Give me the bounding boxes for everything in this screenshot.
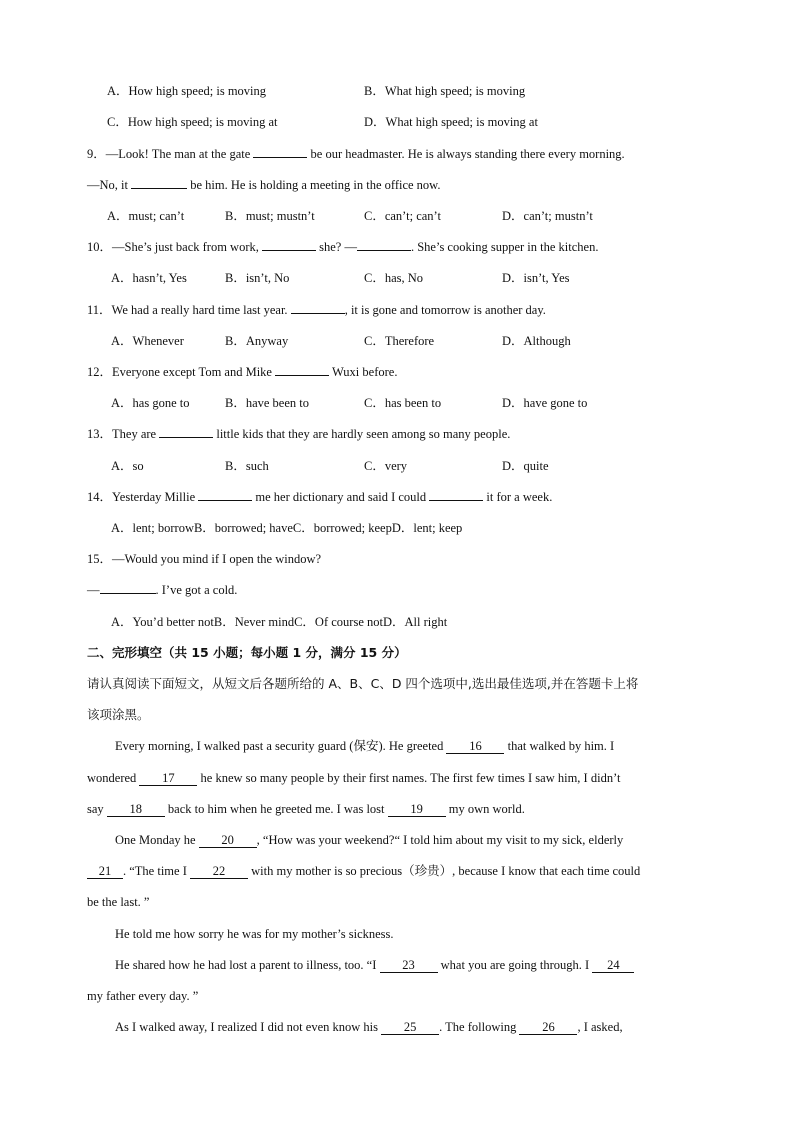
question-9-option-a: A．must; can’t — [107, 209, 185, 223]
prev-option-b: B．What high speed; is moving — [364, 84, 526, 98]
cloze-blank-22: 22 — [190, 864, 248, 879]
question-11-option-a: A．Whenever — [111, 334, 184, 348]
passage-paragraph-4-line-2: my father every day. ” — [87, 989, 199, 1003]
cloze-blank-20: 20 — [199, 833, 257, 848]
passage-paragraph-2-line-2: 21 . “The time I 22 with my mother is so precious（珍贵）, because I know that each time could — [87, 862, 640, 880]
question-10-stem: 10．—She’s just back from work, she? — . She’s cooking supper in the kitchen. — [87, 240, 599, 254]
passage-paragraph-2-line-3: be the last. ” — [87, 895, 150, 909]
prev-option-a: A．How high speed; is moving — [107, 84, 267, 98]
answer-blank — [253, 145, 307, 158]
answer-blank — [262, 238, 316, 251]
passage-paragraph-1-line-3: say 18 back to him when he greeted me. I was lost 19 my own world. — [87, 802, 525, 816]
prev-option-d: D．What high speed; is moving at — [364, 115, 538, 129]
cloze-blank-19: 19 — [388, 802, 446, 817]
answer-blank — [159, 425, 213, 438]
question-11-option-d: D．Although — [502, 334, 571, 348]
section-2-instruction: 请认真阅读下面短文，从短文后各题所给的 A、B、C、D 四个选项中,选出最佳选项,并在答题卡上将 — [87, 676, 639, 691]
question-9-option-c: C．can’t; can’t — [364, 209, 441, 223]
cloze-blank-17: 17 — [139, 771, 197, 786]
prev-option-c: C．How high speed; is moving at — [107, 115, 278, 129]
passage-paragraph-2-line-1: One Monday he 20 , “How was your weekend?“ I told him about my visit to my sick, elderly — [115, 833, 624, 847]
question-9-option-b: B．must; mustn’t — [225, 209, 315, 223]
question-12-option-d: D．have gone to — [502, 396, 588, 410]
passage-paragraph-1-line-2: wondered 17 he knew so many people by their first names. The first few times I saw him, I didn’t — [87, 771, 621, 785]
answer-blank — [291, 301, 345, 314]
question-15-options: A．You’d better notB．Never mindC．Of course notD．All right — [111, 615, 448, 629]
section-2-heading: 二、完形填空（共 15 小题；每小题 1 分，满分 15 分） — [87, 645, 407, 660]
question-13-option-d: D．quite — [502, 459, 549, 473]
question-12-option-c: C．has been to — [364, 396, 442, 410]
answer-blank — [131, 176, 187, 189]
cloze-blank-24: 24 — [592, 958, 634, 973]
question-13-option-b: B．such — [225, 459, 269, 473]
question-11-option-c: C．Therefore — [364, 334, 435, 348]
passage-paragraph-3: He told me how sorry he was for my mother’s sickness. — [115, 927, 394, 941]
answer-blank — [275, 363, 329, 376]
question-9-stem: 9．—Look! The man at the gate be our headmaster. He is always standing there every morning. — [87, 147, 625, 161]
question-15-stem: 15．—Would you mind if I open the window? — [87, 552, 322, 566]
cloze-blank-26: 26 — [519, 1020, 577, 1035]
cloze-blank-23: 23 — [380, 958, 438, 973]
cloze-blank-16: 16 — [446, 739, 504, 754]
question-10-option-a: A．hasn’t, Yes — [111, 271, 187, 285]
question-10-option-d: D．isn’t, Yes — [502, 271, 570, 285]
cloze-blank-18: 18 — [107, 802, 165, 817]
passage-paragraph-5-line-1: As I walked away, I realized I did not even know his 25 . The following 26 , I asked, — [115, 1020, 623, 1034]
question-14-stem: 14．Yesterday Millie me her dictionary and said I could it for a week. — [87, 490, 553, 504]
section-2-instruction-cont: 该项涂黑。 — [87, 707, 150, 722]
cloze-blank-21: 21 — [87, 864, 123, 879]
question-12-option-a: A．has gone to — [111, 396, 190, 410]
question-11-stem: 11．We had a really hard time last year. , it is gone and tomorrow is another day. — [87, 303, 546, 317]
passage-paragraph-4-line-1: He shared how he had lost a parent to illness, too. “I 23 what you are going through. I 24 — [115, 956, 634, 974]
question-13-option-c: C．very — [364, 459, 408, 473]
answer-blank — [357, 238, 411, 251]
question-12-stem: 12．Everyone except Tom and Mike Wuxi before. — [87, 365, 398, 379]
question-10-option-b: B．isn’t, No — [225, 271, 290, 285]
answer-blank — [100, 581, 156, 594]
cloze-blank-25: 25 — [381, 1020, 439, 1035]
answer-blank — [198, 488, 252, 501]
question-9-stem-reply: —No, it be him. He is holding a meeting in the office now. — [87, 178, 441, 192]
passage-paragraph-1-line-1: Every morning, I walked past a security guard (保安). He greeted 16 that walked by him. I — [115, 739, 615, 753]
question-10-option-c: C．has, No — [364, 271, 424, 285]
question-9-option-d: D．can’t; mustn’t — [502, 209, 593, 223]
question-15-stem-reply: — . I’ve got a cold. — [87, 583, 238, 597]
question-14-options: A．lent; borrowB．borrowed; haveC．borrowed; keepD．lent; keep — [111, 521, 463, 535]
question-13-stem: 13．They are little kids that they are hardly seen among so many people. — [87, 427, 511, 441]
question-12-option-b: B．have been to — [225, 396, 310, 410]
question-13-option-a: A．so — [111, 459, 144, 473]
answer-blank — [429, 488, 483, 501]
question-11-option-b: B．Anyway — [225, 334, 289, 348]
